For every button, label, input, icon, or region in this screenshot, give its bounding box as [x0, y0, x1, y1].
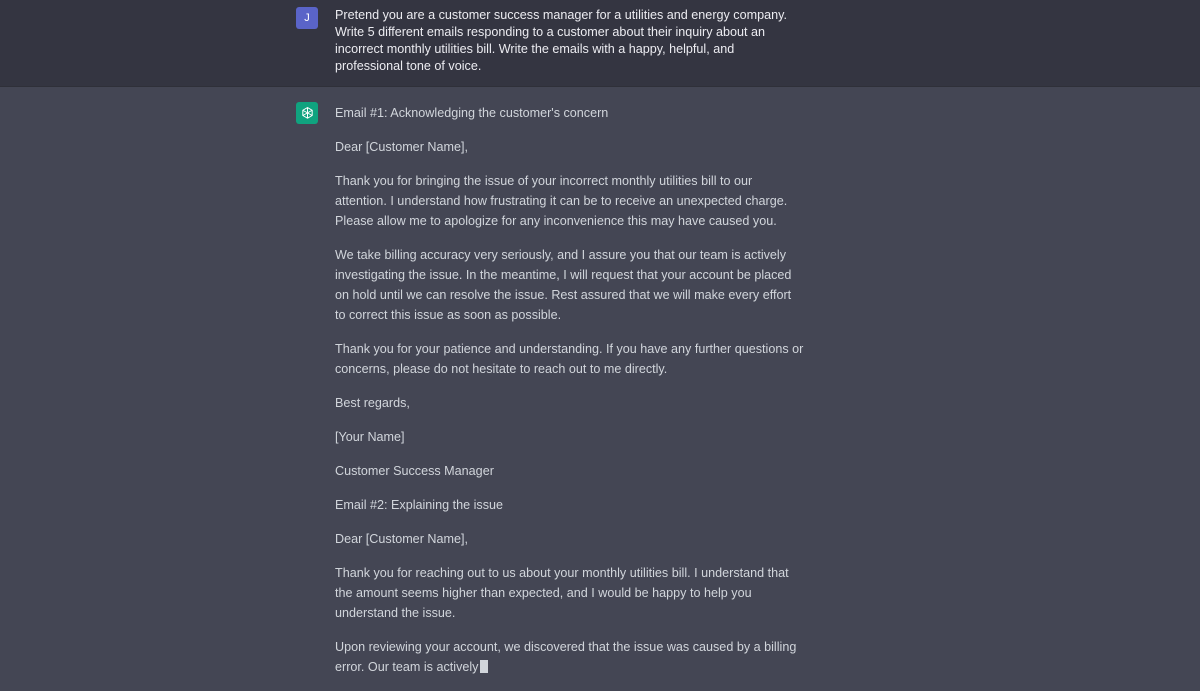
email-1-paragraph-1: Thank you for bringing the issue of your incorrect monthly utilities bill to our attention. I understand how frustrating it can be to receive an unexpected charge. Please allow me to apologize for any inconvenience this may have caused you.: [335, 174, 788, 228]
email-1-paragraph-3: Thank you for your patience and understanding. If you have any further questions or concerns, please do not hesitate to reach out to me directly.: [335, 342, 804, 376]
email-1-title: Email #1: Acknowledging the customer's concern: [335, 106, 609, 120]
email-1-paragraph-2: We take billing accuracy very seriously, and I assure you that our team is actively investigating the issue. In the meantime, I will request that your account be placed on hold until we can resolve the issue. Rest assured that we will make every effort to correct this issue as soon as possible.: [335, 248, 792, 322]
email-1-name: [Your Name]: [335, 430, 405, 444]
email-2-greeting: Dear [Customer Name],: [335, 532, 468, 546]
email-1-greeting: Dear [Customer Name],: [335, 140, 468, 154]
email-2-title: Email #2: Explaining the issue: [335, 498, 504, 512]
email-2-paragraph-2-text: Upon reviewing your account, we discovered that the issue was caused by a billing error. Our team is actively: [335, 640, 797, 674]
user-message: [0, 0, 1200, 87]
email-2-paragraph-1: Thank you for reaching out to us about your monthly utilities bill. I understand that the amount seems higher than expected, and I would be happy to help you understand the issue.: [335, 566, 789, 620]
email-1-role: Customer Success Manager: [335, 464, 494, 478]
email-1-signoff: Best regards,: [335, 396, 410, 410]
typing-cursor: [480, 660, 488, 673]
email-2-paragraph-2: [335, 637, 805, 677]
user-prompt-text: Pretend you are a customer success manager for a utilities and energy company. Write 5 different emails responding to a customer about their inquiry about an incorrect monthly utilities bill. Write the emails with a happy, helpful, and professional tone of voice.: [335, 8, 787, 73]
user-avatar: J: [296, 7, 318, 29]
assistant-response: [335, 103, 805, 691]
openai-logo-icon: [296, 102, 318, 124]
